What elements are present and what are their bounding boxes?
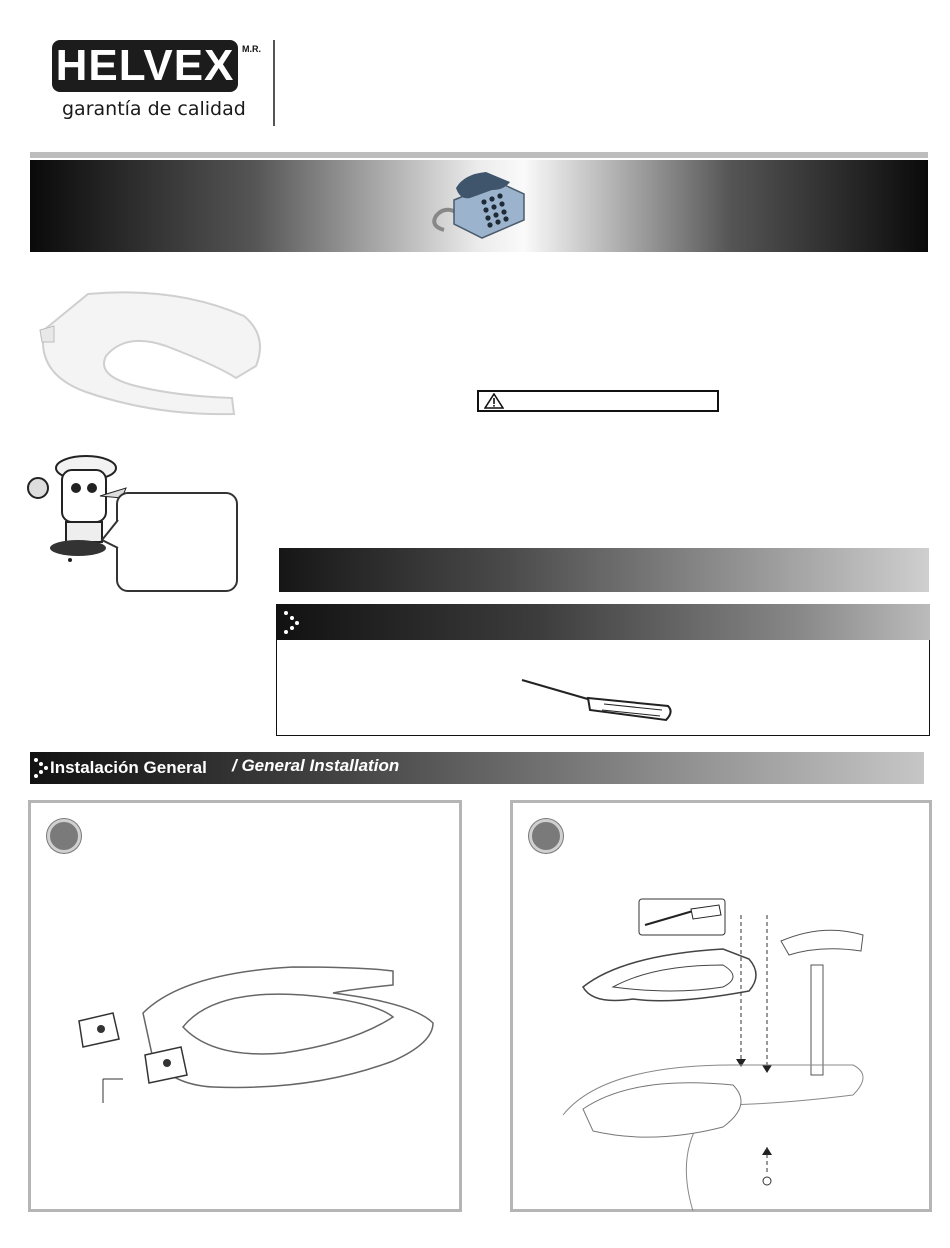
dotted-arrow-icon — [33, 757, 49, 779]
brand-logo: HELVEX — [52, 40, 238, 92]
step-1-badge — [47, 819, 81, 853]
telephone-icon — [406, 160, 526, 250]
toilet-seat-image — [36, 286, 264, 418]
installation-title: Instalación General — [50, 758, 207, 777]
step-2-panel — [510, 800, 932, 1212]
top-rule — [30, 152, 928, 158]
step-1-panel — [28, 800, 462, 1212]
seat-mounting-figure — [553, 895, 913, 1211]
header-divider — [273, 40, 275, 126]
seat-hinge-figure — [53, 963, 453, 1113]
dotted-arrow-icon — [283, 610, 301, 634]
tools-heading-bar — [276, 604, 930, 640]
screwdriver-icon — [518, 676, 676, 724]
registered-mark: M.R. — [242, 44, 261, 54]
warning-box — [477, 390, 719, 412]
speech-bubble-tail — [100, 518, 120, 558]
installation-subtitle: / General Installation — [232, 756, 400, 775]
banner — [30, 160, 928, 252]
speech-bubble — [116, 492, 238, 592]
section-heading-bar — [279, 548, 929, 592]
warning-triangle-icon — [484, 393, 504, 409]
step-2-badge — [529, 819, 563, 853]
brand-tagline: garantía de calidad — [62, 98, 246, 120]
